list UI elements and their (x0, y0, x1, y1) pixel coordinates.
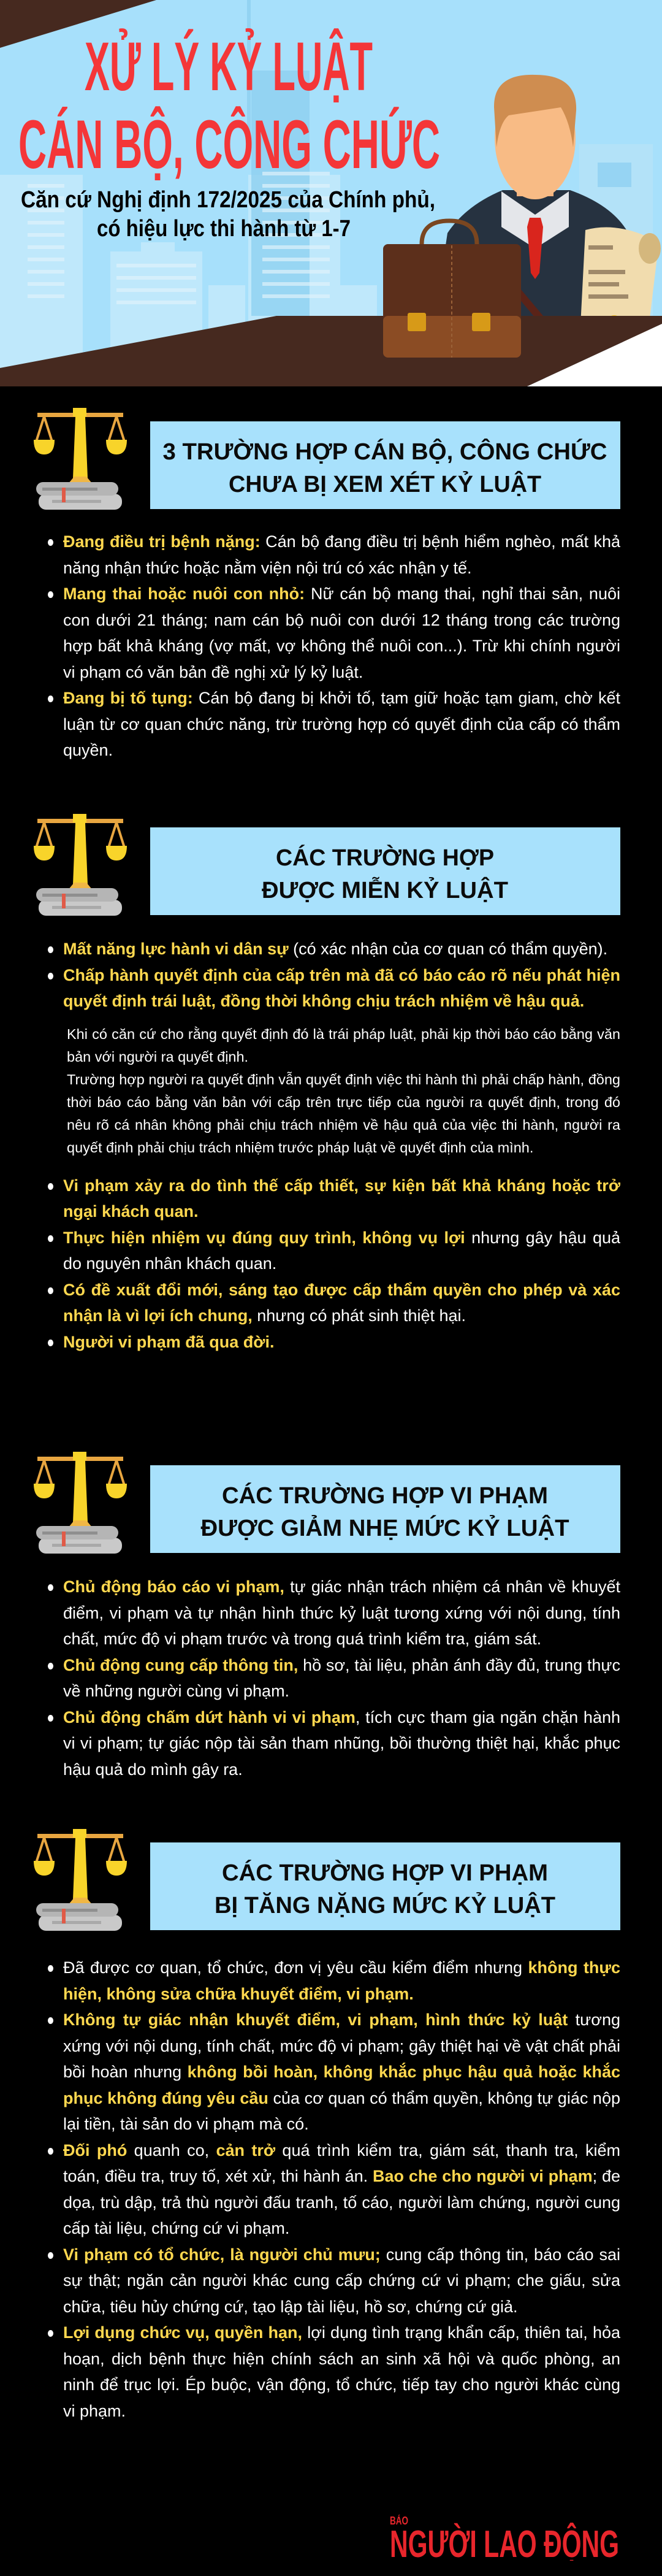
body-text: (có xác nhận của cơ quan có thẩm quyền). (288, 940, 608, 958)
section-heading-line1: CÁC TRƯỜNG HỢP VI PHẠM (222, 1860, 546, 1886)
section-heading-line2: ĐƯỢC MIỄN KỶ LUẬT (262, 878, 507, 903)
section-heading-line2: BỊ TĂNG NẶNG MỨC KỶ LUẬT (215, 1893, 555, 1919)
highlighted-text: Vi phạm xảy ra do tình thế cấp thiết, sự kiện bất khả kháng hoặc trở ngại khách quan. (63, 1176, 620, 1221)
note-paragraph: Trường hợp người ra quyết định vẫn quyết định việc thi hành thì phải chấp hành, đồng thời báo cáo bằng văn bản với cấp trên trực tiếp của người ra quyết định, trong đó nêu rõ cá nhân không phải chịu trách nhiệm về hậu quả của việc thi hành, người ra quyết định phải chịu trách nhiệm trước pháp luật về quyết định của mình. (67, 1071, 620, 1156)
main-title-line2: CÁN BỘ, CÔNG CHỨC (18, 106, 440, 183)
subtitle-line1: Căn cứ Nghị định 172/2025 của Chính phủ, (21, 187, 435, 213)
list-item (48, 581, 620, 685)
scales-of-justice-icon (34, 1452, 127, 1554)
body-text: quá trình kiểm tra, giám sát, thanh tra, kiểm toán, điều tra, truy tố, xét xử, thi hành án. (63, 2141, 620, 2185)
list-item (48, 2137, 620, 2242)
section-heading-line1: CÁC TRƯỜNG HỢP VI PHẠM (222, 1483, 546, 1509)
bullet-list (48, 529, 620, 764)
hero-illustration (0, 0, 662, 386)
list-item (48, 529, 620, 581)
body-text: hồ sơ, tài liệu, phản ánh đầy đủ, trung thực về những người cùng vi phạm. (63, 1655, 620, 1700)
highlighted-text: Mang thai hoặc nuôi con nhỏ: (63, 585, 305, 603)
list-item (48, 1329, 620, 1355)
highlighted-text: Có đề xuất đổi mới, sáng tạo được cấp thẩm quyền cho phép và xác nhận là vì lợi ích chung, (63, 1280, 620, 1325)
section-heading-line1: 3 TRƯỜNG HỢP CÁN BỘ, CÔNG CHỨC (162, 439, 603, 465)
body-text: lợi dụng tình trạng khẩn cấp, thiên tai, hỏa hoạn, dịch bệnh thực hiện chính sách an sinh xã hội và quốc phòng, an ninh để trục lợi. Ép buộc, vận động, tổ chức, tiếp tay cho người khác cùng vi phạm. (63, 2323, 620, 2420)
highlighted-text: Đang bị tố tụng: (63, 689, 193, 707)
subtitle-line2: có hiệu lực thi hành từ 1-7 (97, 216, 351, 242)
highlighted-text: Không tự giác nhận khuyết điểm, vi phạm, hình thức kỷ luật (63, 2011, 568, 2029)
body-text: tự giác nhận trách nhiệm cá nhân về khuyết điểm, vi phạm và tự nhận hình thức kỷ luật tương xứng với nội dung, tính chất, mức độ vi phạm trước và trong quá trình kiểm tra, giám sát. (63, 1577, 620, 1648)
highlighted-text: Chủ động cung cấp thông tin, (63, 1655, 299, 1674)
list-item (48, 1652, 620, 1704)
list-item (48, 962, 620, 1014)
body-text: của cơ quan có thẩm quyền, không tự giác nộp lại tiền, tài sản do vi phạm mà có. (63, 2088, 620, 2133)
highlighted-text: Người vi phạm đã qua đời. (63, 1332, 275, 1351)
body-text: , tích cực tham gia ngăn chặn hành vi vi phạm; tự giác nộp tài sản tham nhũng, bồi thường thiệt hại, khắc phục hậu quả do mình gây ra. (63, 1708, 620, 1779)
body-text: nhưng có phát sinh thiệt hại. (252, 1306, 466, 1325)
logo-small-text: BÁO (390, 2515, 414, 2527)
highlighted-text: Thực hiện nhiệm vụ đúng quy trình, không vụ lợi (63, 1228, 465, 1247)
highlighted-text: Đang điều trị bệnh nặng: (63, 532, 261, 551)
body-text: quanh co, (127, 2141, 216, 2160)
section-heading-box (150, 1465, 620, 1553)
list-item (48, 1225, 620, 1277)
scales-of-justice-icon (34, 1829, 127, 1931)
highlighted-text: Bao che cho người vi phạm (372, 2167, 593, 2185)
body-text: cung cấp thông tin, báo cáo sai sự thật; ngăn cản người khác cung cấp chứng cứ vi phạm; che giấu, sửa chữa, tiêu hủy chứng cứ, tạo lập tài liệu, hồ sơ, chứng cứ giả. (63, 2245, 620, 2316)
highlighted-text: Chủ động báo cáo vi phạm, (63, 1577, 284, 1596)
highlighted-text: không bồi hoàn, không khắc phục hậu quả hoặc khắc phục không đúng yêu cầu (63, 2063, 620, 2107)
body-text: tương xứng với nội dung, tính chất, mức độ vi phạm; gây thiệt hại về vật chất phải bồi hoàn nhưng (63, 2011, 620, 2081)
highlighted-text: Chủ động chấm dứt hành vi vi phạm (63, 1708, 356, 1727)
list-item (48, 1173, 620, 1225)
list-item (48, 2242, 620, 2320)
bullet-list (48, 1955, 620, 2424)
body-text: Nữ cán bộ mang thai, nghỉ thai sản, nuôi con dưới 21 tháng; nam cán bộ nuôi con dưới 12 tháng trong các trường hợp bất khả kháng (vợ mất, vợ không thể nuôi con...). Trừ khi chính người vi phạm có văn bản đề nghị xử lý kỷ luật. (63, 585, 620, 681)
highlighted-text: cản trở (216, 2141, 276, 2160)
explanatory-note (48, 1023, 620, 1159)
list-item (48, 936, 620, 962)
body-text: nhưng gây hậu quả do nguyên nhân khách quan. (63, 1228, 620, 1273)
section-heading-line2: CHƯA BỊ XEM XÉT KỶ LUẬT (229, 472, 544, 497)
body-text: Đã được cơ quan, tổ chức, đơn vị yêu cầu kiểm điểm nhưng (63, 1958, 528, 1977)
main-title-line1: XỬ LÝ KỶ LUẬT (85, 28, 373, 105)
highlighted-text: không thực hiện, không sửa chữa khuyết điểm, vi phạm. (63, 1958, 620, 2003)
list-item (48, 1704, 620, 1783)
list-item (48, 1574, 620, 1652)
scales-of-justice-icon (34, 408, 127, 510)
highlighted-text: Vi phạm có tổ chức, là người chủ mưu; (63, 2245, 381, 2264)
logo-large-text: NGƯỜI LAO ĐỘNG (390, 2523, 619, 2561)
section-heading-line1: CÁC TRƯỜNG HỢP (276, 845, 497, 871)
body-text: ; đe dọa, trù dập, trả thù người đấu tranh, tố cáo, người làm chứng, người cung cấp tài liệu, chứng cứ vi phạm. (63, 2167, 620, 2237)
hero-banner (0, 0, 662, 386)
section-heading-line2: ĐƯỢC GIẢM NHẸ MỨC KỶ LUẬT (200, 1516, 566, 1541)
list-item (48, 2320, 620, 2424)
list-item (48, 1277, 620, 1329)
list-item (48, 1955, 620, 2007)
body-text: Cán bộ đang bị khởi tố, tạm giữ hoặc tạm giam, chờ kết luận từ cơ quan chức năng, trừ trường hợp có quyết định của cấp có thẩm quyền. (63, 689, 620, 759)
section-heading-box (150, 421, 620, 509)
highlighted-text: Đối phó (63, 2141, 127, 2160)
list-item (48, 2007, 620, 2137)
highlighted-text: Lợi dụng chức vụ, quyền hạn, (63, 2323, 303, 2342)
body-text: Cán bộ đang điều trị bệnh hiểm nghèo, mất khả năng nhận thức hoặc nằm viện nội trú có xác nhận y tế. (63, 532, 620, 577)
bullet-list (48, 1574, 620, 1782)
scales-of-justice-icon (34, 814, 127, 916)
list-item (48, 685, 620, 764)
note-paragraph: Khi có căn cứ cho rằng quyết định đó là trái pháp luật, phải kịp thời báo cáo bằng văn bản với người ra quyết định. (67, 1025, 620, 1065)
section-heading-box (150, 827, 620, 915)
bullet-list (48, 936, 620, 1355)
highlighted-text: Chấp hành quyết định của cấp trên mà đã có báo cáo rõ nếu phát hiện quyết định trái luật, đồng thời không chịu trách nhiệm về hậu quả. (63, 965, 620, 1010)
highlighted-text: Mất năng lực hành vi dân sự (63, 940, 289, 958)
section-heading-box (150, 1842, 620, 1930)
newspaper-logo (390, 2515, 620, 2561)
